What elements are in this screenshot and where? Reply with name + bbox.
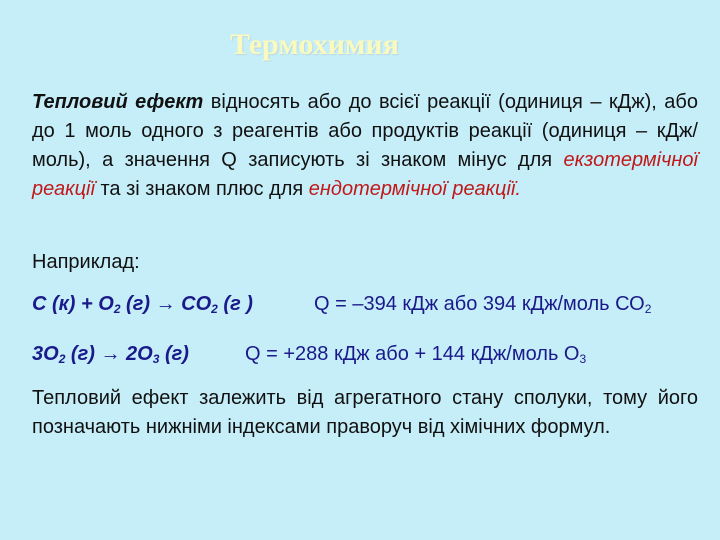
definition-text-2: та зі знаком плюс для — [94, 178, 309, 200]
term-heat-effect: Тепловий ефект — [32, 91, 204, 113]
exothermic-term: екзотермічної реакції — [32, 149, 698, 200]
equation-1-reaction: С $(к) + О_2$ $(г) \to СО_2$ (г ) — [32, 293, 253, 316]
state-index-paragraph: Тепловий ефект залежить від агрегатного стану сполуки, тому його позначають нижніми індексами праворуч від хімічних формул. — [32, 387, 698, 438]
endothermic-term: ендотермічної реакції — [308, 178, 516, 200]
slide-title: Термохимия — [230, 28, 399, 61]
equation-2-reaction: $3О_2$ $(г) \to 2О_3$ (г) — [32, 343, 189, 366]
equation-2-heat: Q = +288 кДж або + 144 кДж/моль $О_3$ — [245, 343, 587, 366]
equation-1 — [32, 290, 651, 318]
definition-text-3: . — [515, 178, 521, 200]
equation-2 — [32, 340, 586, 368]
definition-paragraph — [32, 88, 698, 204]
example-label: Наприклад: — [32, 251, 140, 273]
definition-text-1: відносять або до всієї реакції (одиниця – кДж), або до 1 моль одного з реагентів або продуктів реакції (одиниця – кДж/моль), а значення Q записують зі знаком мінус для — [32, 91, 698, 171]
equation-1-heat: Q = –394 кДж або 394 кДж/моль $СО_2$ — [314, 293, 652, 316]
